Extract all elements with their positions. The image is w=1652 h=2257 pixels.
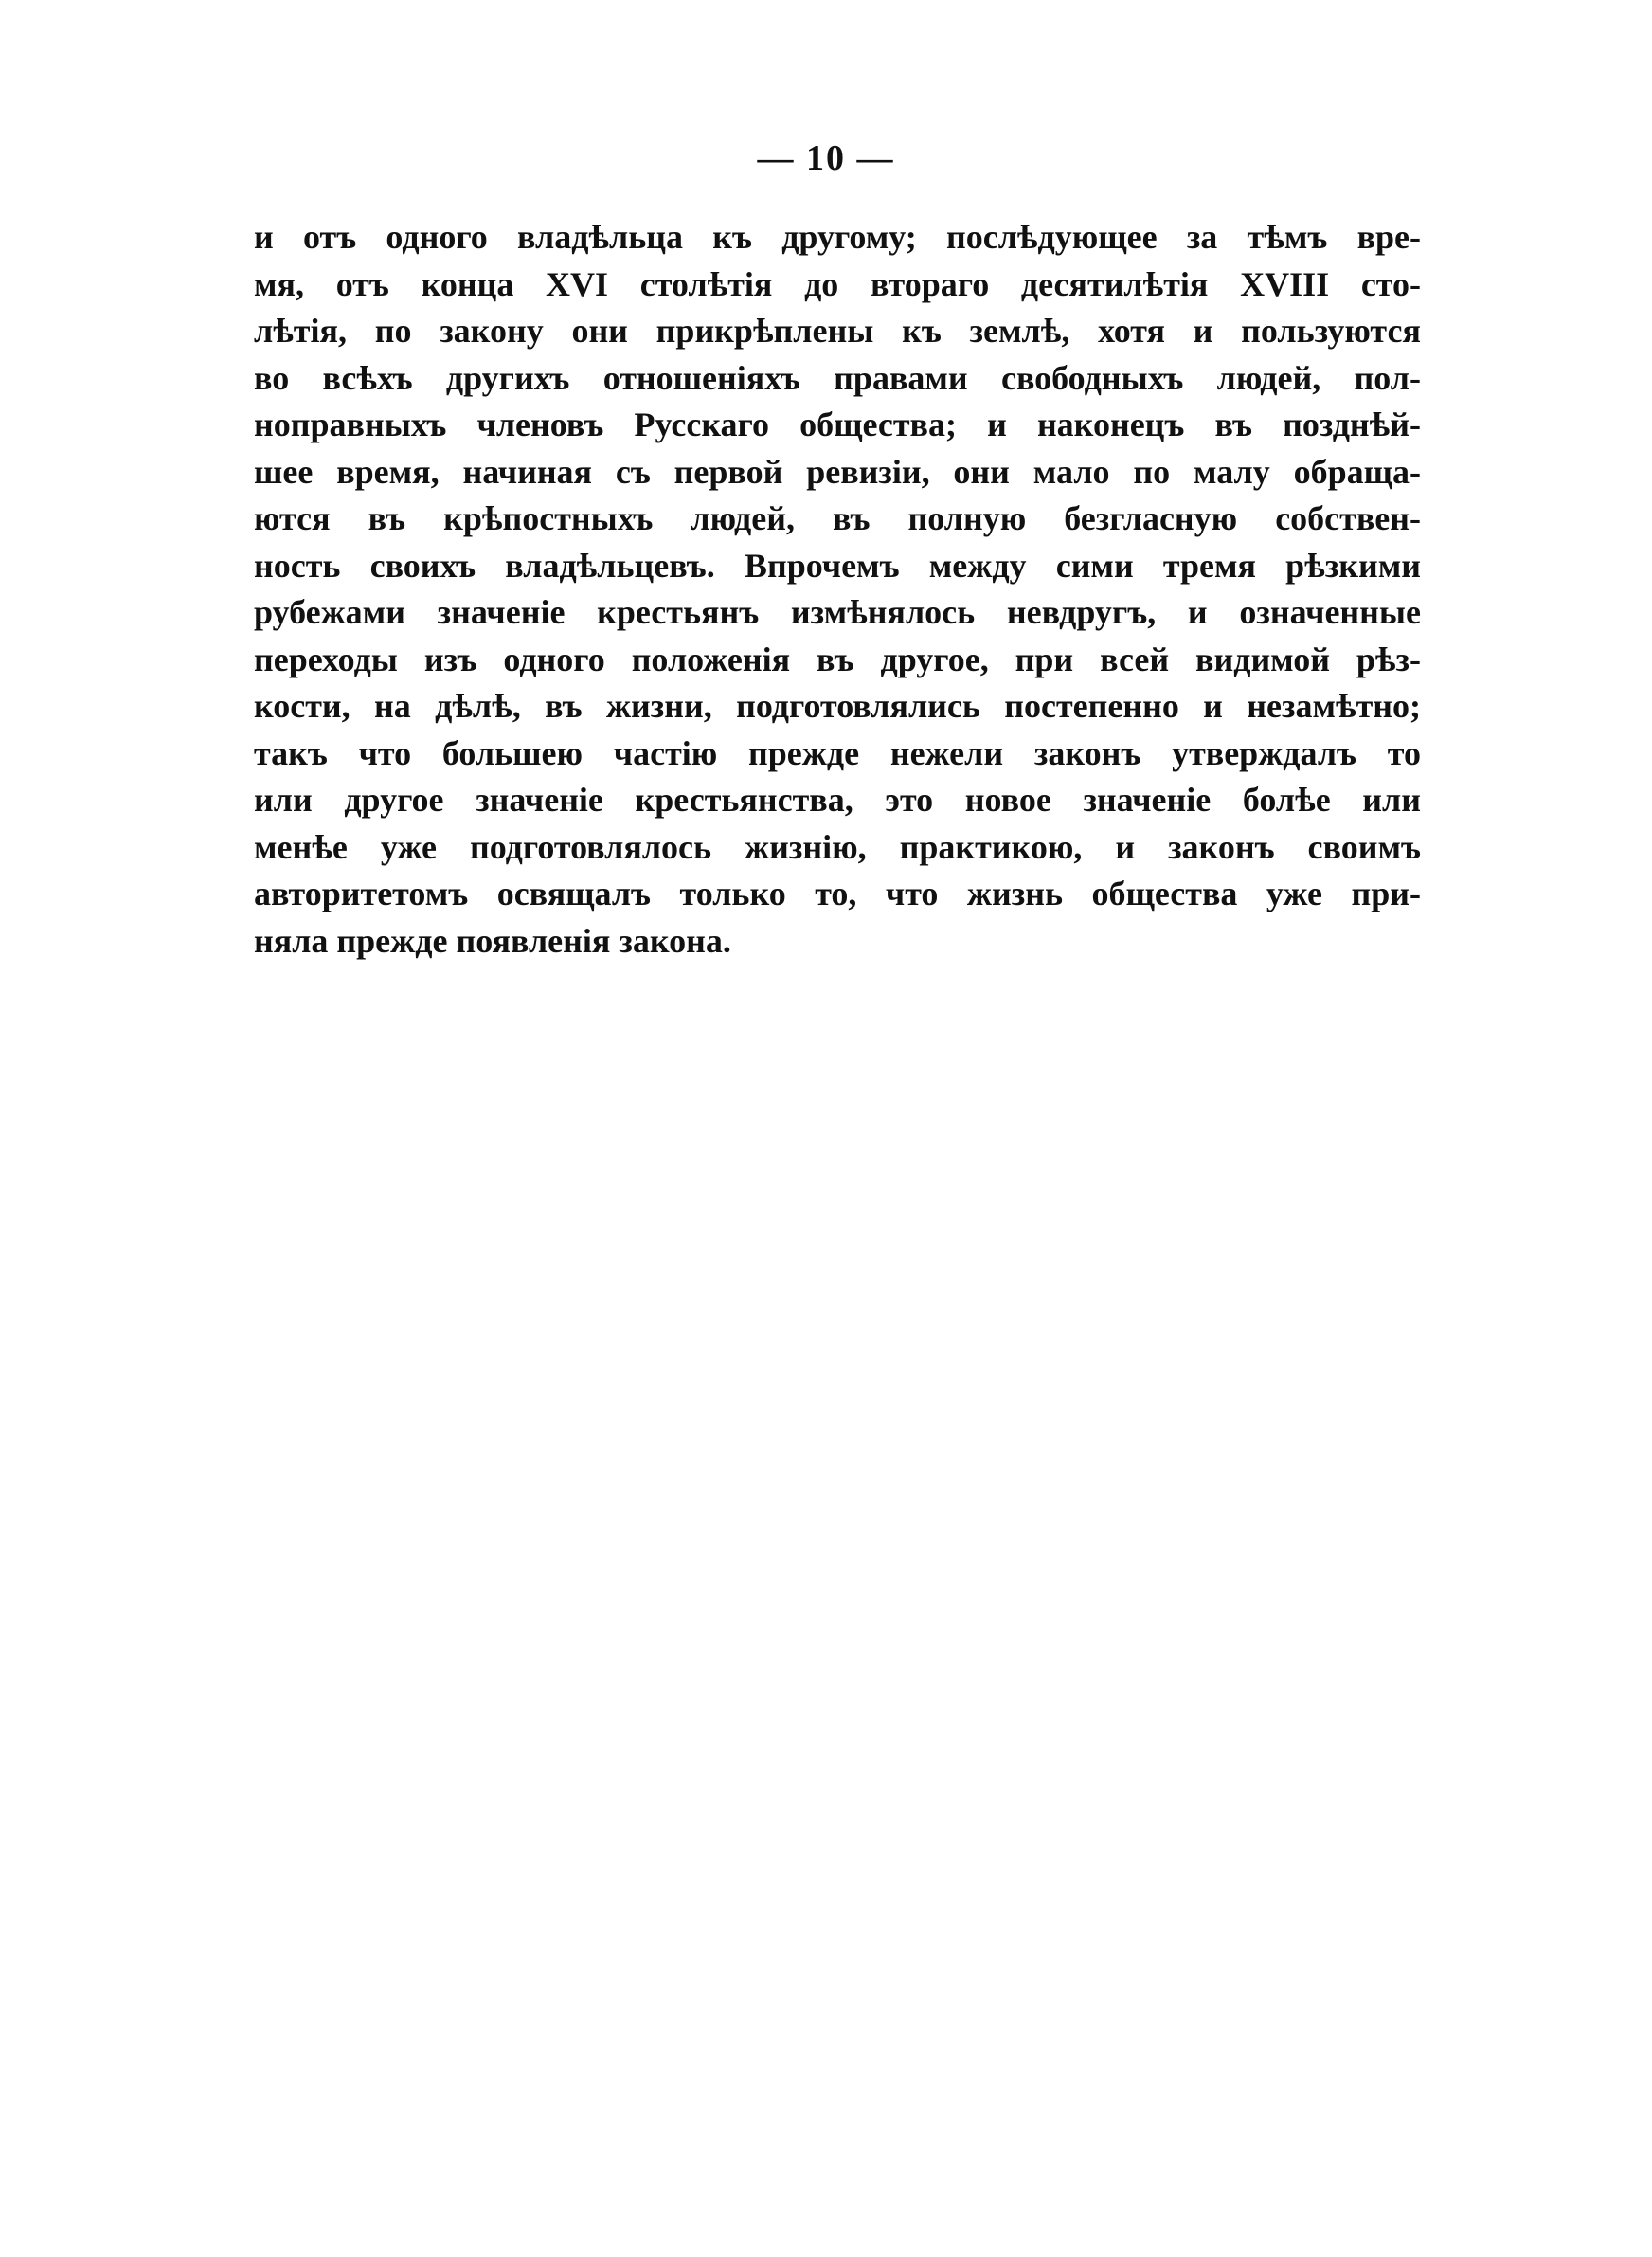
text-line: ность своихъ владѣльцевъ. Впрочемъ между сими тремя рѣзкими	[254, 546, 1421, 585]
text-line: ются въ крѣпостныхъ людей, въ полную безгласную собствен-	[254, 499, 1421, 537]
page-number: — 10 —	[757, 138, 895, 178]
text-line: и отъ одного владѣльца къ другому; послѣдующее за тѣмъ вре-	[254, 218, 1421, 256]
text-line: лѣтія, по закону они прикрѣплены къ землѣ, хотя и пользуются	[254, 312, 1421, 350]
text-line: ноправныхъ членовъ Русскаго общества; и наконецъ въ позднѣй-	[254, 406, 1421, 443]
text-line: мя, отъ конца XVI столѣтія до втораго десятилѣтія XVIII сто-	[254, 264, 1421, 303]
text-line: менѣе уже подготовлялось жизнію, практикою, и законъ своимъ	[254, 827, 1421, 866]
text-line: такъ что большею частію прежде нежели законъ утверждалъ то	[254, 733, 1421, 772]
body-paragraph	[254, 214, 1421, 965]
text-line: няла прежде появленія закона.	[254, 921, 731, 960]
text-line: или другое значеніе крестьянства, это новое значеніе болѣе или	[254, 781, 1421, 819]
text-line: авторитетомъ освящалъ только то, что жизнь общества уже при-	[254, 875, 1421, 912]
text-line: рубежами значеніе крестьянъ измѣнялось невдругъ, и означенные	[254, 593, 1421, 631]
text-line: шее время, начиная съ первой ревизіи, они мало по малу обраща-	[254, 452, 1421, 491]
text-line: кости, на дѣлѣ, въ жизни, подготовлялись постепенно и незамѣтно;	[254, 687, 1421, 725]
text-line: переходы изъ одного положенія въ другое, при всей видимой рѣз-	[254, 640, 1421, 678]
text-line: во всѣхъ другихъ отношеніяхъ правами свободныхъ людей, пол-	[254, 358, 1421, 397]
